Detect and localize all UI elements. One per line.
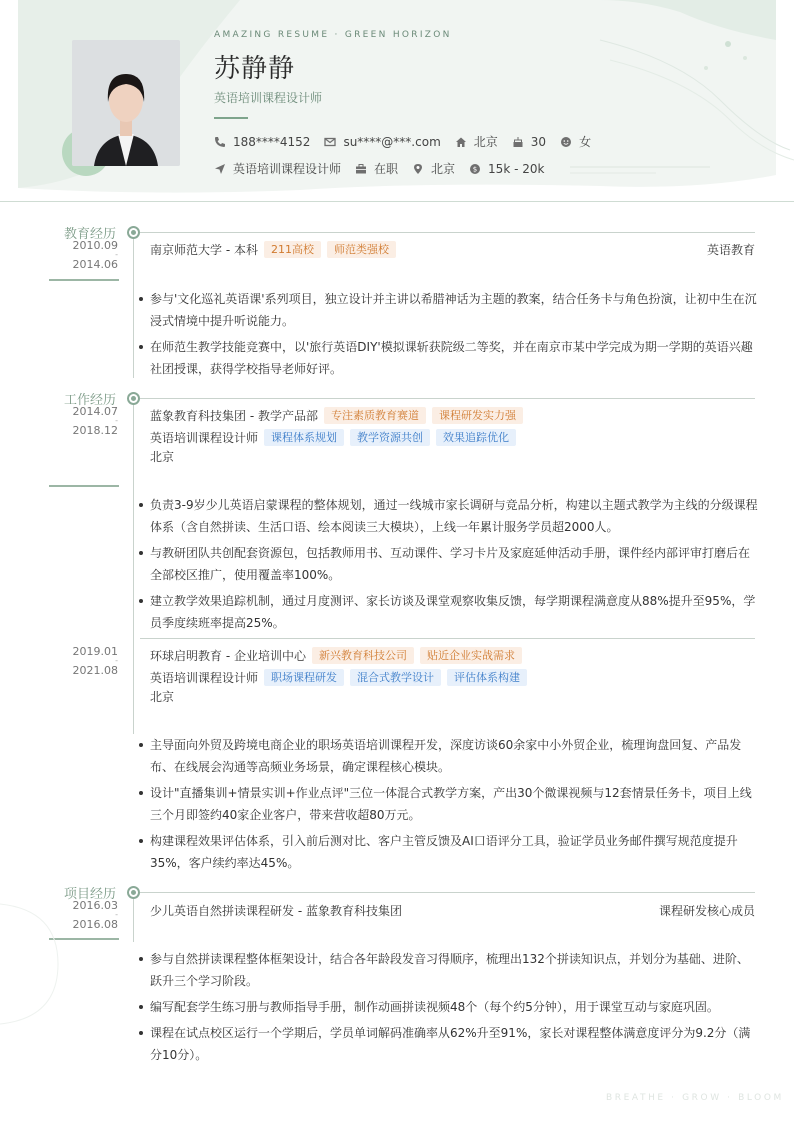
- date-end: 2018.12: [72, 424, 118, 437]
- phone-icon: [214, 136, 226, 148]
- candidate-role: 英语培训课程设计师: [214, 91, 323, 105]
- list-item: 在师范生教学技能竞赛中，以'旅行英语DIY'模拟课斩获院级二等奖，并在南京市某中学完成为期一学期的英语兴趣社团授课，获得学校指导老师好评。: [138, 336, 758, 380]
- date-dash: -: [115, 416, 118, 425]
- email-item: [324, 135, 440, 149]
- position-tag: 课程体系规划: [264, 429, 344, 446]
- timeline-line: [133, 640, 134, 734]
- job-bullets: [138, 734, 758, 878]
- briefcase-icon: [355, 163, 367, 175]
- phone-text: 188****4152: [233, 134, 311, 149]
- date-start: 2010.09: [72, 239, 118, 252]
- section-rule: [140, 232, 755, 233]
- target-role-text: 英语培训课程设计师: [233, 162, 342, 176]
- timeline-line: [133, 898, 134, 942]
- contact-row: [214, 133, 605, 150]
- date-end: 2014.06: [72, 258, 118, 271]
- position-name: 英语培训课程设计师: [150, 431, 259, 445]
- project-name: 少儿英语自然拼读课程研发 - 蓝象教育科技集团: [150, 904, 402, 918]
- education-dates: [40, 240, 118, 270]
- list-item: 负责3-9岁少儿英语启蒙课程的整体规划，通过一线城市家长调研与竞品分析，构建以主题式教学为主线的分级课程体系（含自然拼读、生活口语、绘本阅读三大模块），上线一年累计服务学员超2000人。: [138, 494, 758, 538]
- money-icon: [469, 163, 481, 175]
- job-entry-head: [150, 407, 755, 424]
- job-bullets: [138, 494, 758, 638]
- company-name: 环球启明教育 - 企业培训中心: [150, 649, 306, 663]
- timeline-dot: [127, 226, 140, 239]
- list-item: 主导面向外贸及跨境电商企业的职场英语培训课程开发，深度访谈60余家中小外贸企业，梳理询盘回复、产品发布、在线展会沟通等高频业务场景，确定课程核心模块。: [138, 734, 758, 778]
- cake-icon: [512, 136, 524, 148]
- position-tag: 职场课程研发: [264, 669, 344, 686]
- gender-text: 女: [579, 135, 592, 149]
- job-position-row: [150, 669, 527, 686]
- section-title-education: 教育经历: [63, 227, 116, 242]
- major: 英语教育: [706, 243, 755, 257]
- section-rule: [140, 398, 755, 399]
- hometown-item: [455, 133, 498, 150]
- section-underline: [49, 485, 119, 487]
- target-role-item: [214, 160, 341, 177]
- company-name: 蓝象教育科技集团 - 教学产品部: [150, 409, 318, 423]
- send-icon: [214, 163, 226, 175]
- job-intent-row: [214, 160, 558, 177]
- age-item: [512, 135, 546, 149]
- status-item: [355, 160, 398, 177]
- section-title-work: 工作经历: [63, 393, 116, 408]
- phone-item: [214, 135, 310, 149]
- salary-item: [469, 162, 544, 176]
- gender-item: [560, 133, 591, 150]
- position-tag: 效果追踪优化: [436, 429, 516, 446]
- project-entry-head: [150, 902, 755, 919]
- project-bullets: [138, 948, 758, 1070]
- entry-rule: [140, 638, 755, 639]
- list-item: 课程在试点校区运行一个学期后，学员单词解码准确率从62%升至91%，家长对课程整体满意度评分为9.2分（满分10分）。: [138, 1022, 758, 1066]
- home-icon: [455, 136, 467, 148]
- work-dates-2: [40, 646, 118, 676]
- timeline-line: [133, 404, 134, 644]
- list-item: 构建课程效果评估体系，引入前后测对比、客户主管反馈及AI口语评分工具，验证学员业务邮件撰写规范度提升35%，客户续约率达45%。: [138, 830, 758, 874]
- svg-text:$: $: [472, 165, 478, 174]
- face-icon: [560, 136, 572, 148]
- hometown-text: 北京: [473, 135, 498, 149]
- date-dash: -: [115, 910, 118, 919]
- target-city-item: [412, 160, 455, 177]
- position-tag: 混合式教学设计: [350, 669, 441, 686]
- list-item: 编写配套学生练习册与教师指导手册，制作动画拼读视频48个（每个约5分钟），用于课堂互动与家庭巩固。: [138, 996, 758, 1018]
- header-divider: [0, 201, 794, 202]
- company-tag: 新兴教育科技公司: [312, 647, 414, 664]
- company-tag: 贴近企业实战需求: [420, 647, 522, 664]
- list-item: 建立教学效果追踪机制，通过月度测评、家长访谈及课堂观察收集反馈，每学期课程满意度从88%提升至95%，学员季度续班率提高25%。: [138, 590, 758, 634]
- date-start: 2016.03: [72, 899, 118, 912]
- section-title-project: 项目经历: [63, 887, 116, 902]
- job-entry-head: [150, 647, 755, 664]
- age-text: 30: [530, 134, 547, 149]
- footer-slogan: BREATHE · GROW · BLOOM: [606, 1093, 784, 1103]
- mail-icon: [324, 136, 336, 148]
- date-dash: -: [115, 656, 118, 665]
- date-dash: -: [115, 250, 118, 259]
- job-position-row: [150, 429, 516, 446]
- target-city-text: 北京: [431, 162, 456, 176]
- school-tag: 211高校: [264, 241, 321, 258]
- education-entry-head: [150, 241, 755, 258]
- job-city: 北京: [150, 450, 175, 464]
- status-text: 在职: [374, 162, 399, 176]
- timeline-line: [133, 238, 134, 378]
- job-city: 北京: [150, 690, 175, 704]
- position-tag: 评估体系构建: [447, 669, 527, 686]
- location-icon: [412, 163, 424, 175]
- education-bullets: [138, 288, 758, 384]
- list-item: 与教研团队共创配套资源包，包括教师用书、互动课件、学习卡片及家庭延伸活动手册，课件经内部评审打磨后在全部校区推广，使用覆盖率100%。: [138, 542, 758, 586]
- timeline-dot: [127, 392, 140, 405]
- list-item: 参与自然拼读课程整体框架设计，结合各年龄段发音习得顺序，梳理出132个拼读知识点，并划分为基础、进阶、跃升三个学习阶段。: [138, 948, 758, 992]
- company-tag: 专注素质教育赛道: [324, 407, 426, 424]
- avatar-area: [60, 40, 182, 176]
- candidate-name: 苏静静: [214, 54, 296, 84]
- decorative-arc: [0, 900, 60, 1030]
- position-name: 英语培训课程设计师: [150, 671, 259, 685]
- school-tag: 师范类强校: [327, 241, 396, 258]
- date-start: 2014.07: [72, 405, 118, 418]
- salary-text: 15k - 20k: [488, 161, 545, 176]
- list-item: 设计"直播集训+情景实训+作业点评"三位一体混合式教学方案，产出30个微课视频与12套情景任务卡，项目上线三个月即签约40家企业客户，带来营收超80万元。: [138, 782, 758, 826]
- email-text: su****@***.com: [343, 134, 441, 149]
- header-deco-lines: [570, 166, 720, 176]
- date-start: 2019.01: [72, 645, 118, 658]
- timeline-dot: [127, 886, 140, 899]
- section-rule: [140, 892, 755, 893]
- date-end: 2016.08: [72, 918, 118, 931]
- work-dates-1: [40, 406, 118, 436]
- avatar: [72, 40, 180, 166]
- company-tag: 课程研发实力强: [432, 407, 523, 424]
- title-underline: [214, 117, 248, 119]
- project-role: 课程研发核心成员: [658, 904, 755, 918]
- position-tag: 教学资源共创: [350, 429, 430, 446]
- date-end: 2021.08: [72, 664, 118, 677]
- list-item: 参与'文化巡礼英语课'系列项目，独立设计并主讲以希腊神话为主题的教案，结合任务卡与角色扮演，让初中生在沉浸式情境中提升听说能力。: [138, 288, 758, 332]
- section-underline: [49, 279, 119, 281]
- school-name: 南京师范大学 - 本科: [150, 243, 258, 257]
- resume-tagline: AMAZING RESUME · GREEN HORIZON: [214, 30, 452, 40]
